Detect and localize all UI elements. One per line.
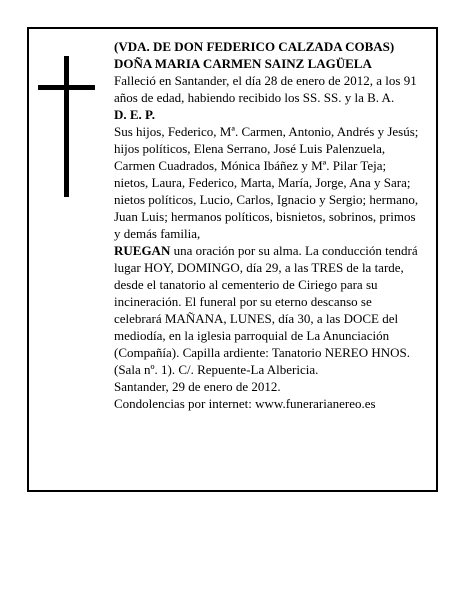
place-date-line: Santander, 29 de enero de 2012. — [114, 379, 281, 394]
dep-line: D. E. P. — [114, 107, 156, 122]
deceased-name: DOÑA MARIA CARMEN SAINZ LAGÜELA — [114, 56, 372, 71]
death-info-paragraph: Falleció en Santander, el día 28 de enero de 2012, a los 91 años de edad, habiendo recibido los SS. SS. y la B. A. — [114, 73, 417, 105]
ruegan-label: RUEGAN — [114, 243, 171, 258]
widow-of-line: (VDA. DE DON FEDERICO CALZADA COBAS) — [114, 39, 395, 54]
ruegan-paragraph — [114, 242, 420, 378]
cross-vertical-bar — [64, 56, 69, 197]
notice-text-column — [114, 38, 420, 412]
cross-icon — [0, 0, 1, 1]
condolences-line: Condolencias por internet: www.funerarianereo.es — [114, 396, 376, 411]
ruegan-text: una oración por su alma. La conducción tendrá lugar HOY, DOMINGO, día 29, a las TRES de la tarde, desde el tanatorio al cementerio de Ciriego para su incineración. El funeral por su eterno descanso se celebrará MAÑANA, LUNES, día 30, a las DOCE del mediodía, en la iglesia parroquial de La Anunciación (Compañía). Capilla ardiente: Tanatorio NEREO HNOS. (Sala nº. 1). C/. Repuente-La Albericia. — [114, 243, 418, 377]
family-paragraph: Sus hijos, Federico, Mª. Carmen, Antonio, Andrés y Jesús; hijos políticos, Elena Serrano, José Luis Palenzuela, Carmen Cuadrados, Mónica Ibáñez y Mª. Pilar Teja; nietos, Laura, Federico, Marta, María, Jorge, Ana y Sara; nietos políticos, Lucio, Carlos, Ignacio y Sergio; hermano, Juan Luis; hermanos políticos, bisnietos, sobrinos, primos y demás familia, — [114, 124, 419, 241]
cross-horizontal-bar — [38, 85, 95, 90]
